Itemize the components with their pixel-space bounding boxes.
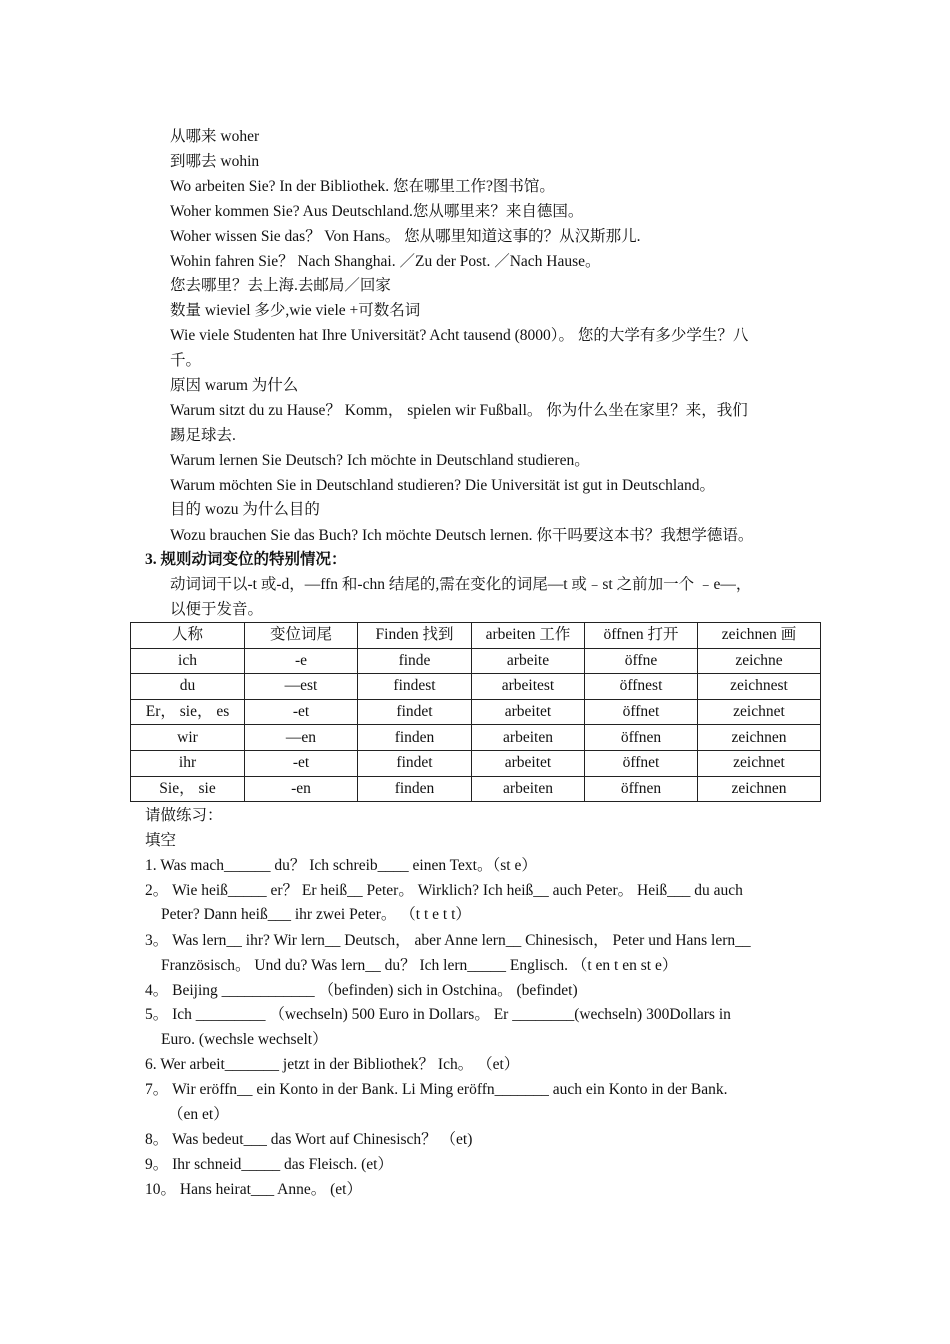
table-cell: -e: [245, 648, 358, 674]
table-cell: öffnet: [585, 750, 698, 776]
table-cell: zeichnest: [698, 674, 821, 700]
table-cell: —en: [245, 725, 358, 751]
exercise-line: 10。 Hans heirat___ Anne。 (et）: [145, 1181, 362, 1198]
section-heading: 3. 规则动词变位的特别情况：: [145, 551, 347, 568]
table-cell: öffnest: [585, 674, 698, 700]
table-row: [131, 725, 821, 751]
intro-line: Wohin fahren Sie？ Nach Shanghai. ／Zu der Post. ／Nach Hause。: [170, 253, 601, 270]
table-row: [131, 776, 821, 802]
table-header-cell: Finden 找到: [358, 623, 472, 649]
table-cell: -et: [245, 750, 358, 776]
exercise-line: 4。 Beijing ____________ （befinden) sich in Ostchina。 (befindet): [145, 982, 578, 999]
table-cell: wir: [131, 725, 245, 751]
intro-line: 原因 warum 为什么: [170, 377, 299, 394]
intro-line: 到哪去 wohin: [170, 153, 260, 170]
table-header-row: [131, 623, 821, 649]
exercise-line: 3。 Was lern__ ihr? Wir lern__ Deutsch， aber Anne lern__ Chinesisch， Peter und Hans lern__: [145, 932, 751, 949]
intro-line: 从哪来 woher: [170, 128, 260, 145]
exercise-line: 7。 Wir eröffn__ ein Konto in der Bank. Li Ming eröffn_______ auch ein Konto in der Bank.: [145, 1081, 728, 1098]
exercise-subtitle: 填空: [145, 832, 177, 849]
exercise-line: 9。 Ihr schneid_____ das Fleisch. (et）: [145, 1156, 393, 1173]
table-header-cell: öffnen 打开: [585, 623, 698, 649]
table-cell: findet: [358, 750, 472, 776]
table-cell: Er， sie， es: [131, 699, 245, 725]
table-cell: zeichnet: [698, 750, 821, 776]
exercise-line: Peter? Dann heiß___ ihr zwei Peter。 （t t e t t）: [161, 906, 471, 923]
intro-line: Warum möchten Sie in Deutschland studieren? Die Universität ist gut in Deutschland。: [170, 477, 716, 494]
table-cell: zeichnen: [698, 725, 821, 751]
table-cell: ihr: [131, 750, 245, 776]
table-row: [131, 674, 821, 700]
table-header-cell: arbeiten 工作: [472, 623, 585, 649]
table-cell: arbeitest: [472, 674, 585, 700]
table-cell: öffnen: [585, 725, 698, 751]
table-cell: öffnen: [585, 776, 698, 802]
exercise-line: Euro. (wechsle wechselt）: [161, 1031, 328, 1048]
rule-line: 以便于发音。: [170, 601, 264, 618]
table-cell: zeichnen: [698, 776, 821, 802]
table-cell: arbeiten: [472, 776, 585, 802]
table-cell: findest: [358, 674, 472, 700]
exercise-line: 5。 Ich _________ （wechseln) 500 Euro in Dollars。 Er ________(wechseln) 300Dollars in: [145, 1006, 731, 1023]
intro-line: Warum sitzt du zu Hause？ Komm， spielen wir Fußball。 你为什么坐在家里？来，我们: [170, 402, 748, 419]
table-cell: findet: [358, 699, 472, 725]
table-cell: zeichne: [698, 648, 821, 674]
table-cell: öffnet: [585, 699, 698, 725]
intro-line: Wo arbeiten Sie? In der Bibliothek. 您在哪里工作?图书馆。: [170, 178, 555, 195]
table-row: [131, 699, 821, 725]
intro-line: Wozu brauchen Sie das Buch? Ich möchte Deutsch lernen. 你干吗要这本书？我想学德语。: [170, 527, 754, 544]
intro-line: Warum lernen Sie Deutsch? Ich möchte in Deutschland studieren。: [170, 452, 590, 469]
table-header-cell: 人称: [131, 623, 245, 649]
intro-line: 踢足球去.: [170, 427, 236, 444]
intro-line: Woher kommen Sie? Aus Deutschland.您从哪里来？来自德国。: [170, 203, 584, 220]
table-cell: ich: [131, 648, 245, 674]
table-cell: -en: [245, 776, 358, 802]
intro-line: 您去哪里？去上海.去邮局／回家: [170, 277, 391, 294]
exercise-line: 2。 Wie heiß_____ er？ Er heiß__ Peter。 Wirklich? Ich heiß__ auch Peter。 Heiß___ du auch: [145, 882, 743, 899]
table-cell: Sie， sie: [131, 776, 245, 802]
table-cell: arbeiten: [472, 725, 585, 751]
exercise-line: 6. Wer arbeit_______ jetzt in der Bibliothek？ Ich。 （et）: [145, 1056, 520, 1073]
table-cell: zeichnet: [698, 699, 821, 725]
exercise-line: 1. Was mach______ du？ Ich schreib____ einen Text。（st e）: [145, 857, 537, 874]
table-cell: arbeite: [472, 648, 585, 674]
table-cell: —est: [245, 674, 358, 700]
intro-line: 目的 wozu 为什么目的: [170, 501, 320, 518]
table-cell: finde: [358, 648, 472, 674]
table-cell: arbeitet: [472, 699, 585, 725]
rule-line: 动词词干以-t 或-d，—ffn 和-chn 结尾的,需在变化的词尾—t 或﹣st 之前加一个 ﹣e—，: [170, 576, 752, 593]
table-cell: arbeitet: [472, 750, 585, 776]
table-row: [131, 648, 821, 674]
exercise-line: 8。 Was bedeut___ das Wort auf Chinesisch？ （et): [145, 1131, 473, 1148]
intro-line: 千。: [170, 352, 202, 369]
intro-line: 数量 wieviel 多少,wie viele +可数名词: [170, 302, 421, 319]
table-header-cell: 变位词尾: [245, 623, 358, 649]
table-cell: öffne: [585, 648, 698, 674]
conjugation-table: [130, 622, 821, 802]
exercise-line: （en et）: [168, 1106, 229, 1123]
exercise-line: Französisch。 Und du? Was lern__ du？ Ich lern_____ Englisch. （t en t en st e）: [161, 957, 678, 974]
table-header-cell: zeichnen 画: [698, 623, 821, 649]
intro-line: Wie viele Studenten hat Ihre Universität? Acht tausend (8000）。 您的大学有多少学生？八: [170, 327, 749, 344]
table-row: [131, 750, 821, 776]
table-cell: finden: [358, 776, 472, 802]
intro-line: Woher wissen Sie das？ Von Hans。 您从哪里知道这事的？从汉斯那儿.: [170, 228, 641, 245]
exercise-title: 请做练习：: [145, 807, 223, 824]
table-cell: finden: [358, 725, 472, 751]
table-cell: du: [131, 674, 245, 700]
table-cell: -et: [245, 699, 358, 725]
